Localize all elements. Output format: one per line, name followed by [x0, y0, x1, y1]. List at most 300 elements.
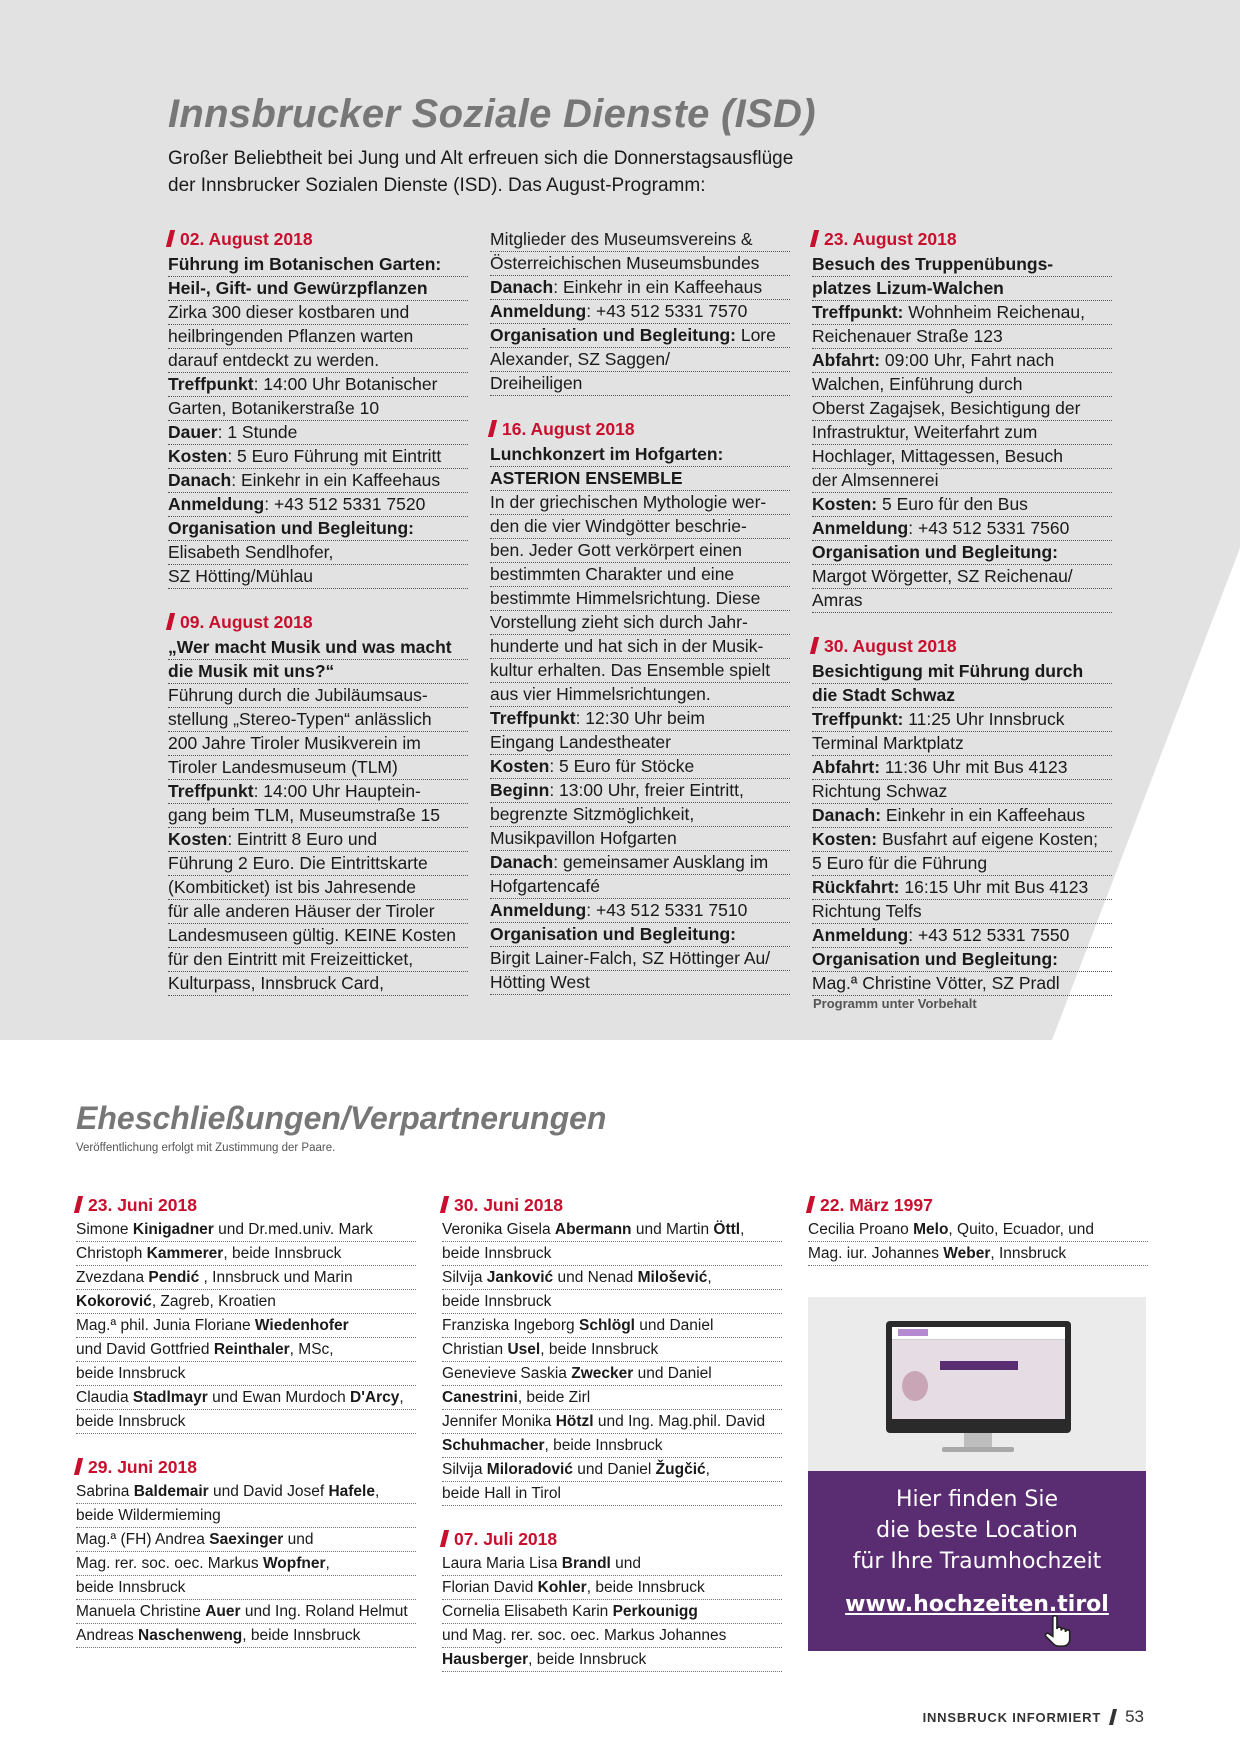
text: : 12:30 Uhr beim — [575, 708, 705, 728]
text-line — [76, 1290, 416, 1314]
text: , beide Innsbruck — [223, 1245, 342, 1262]
marriage-group — [76, 1194, 416, 1434]
text: und Dr.med.univ. Mark — [213, 1221, 373, 1238]
text: Cornelia Elisabeth Karin — [442, 1603, 613, 1620]
text-line — [76, 1338, 416, 1362]
text-line — [442, 1648, 782, 1672]
text-line — [76, 1552, 416, 1576]
text-line — [812, 397, 1112, 421]
text-line — [490, 635, 790, 659]
text: Führung 2 Euro. Die Eintrittskarte — [168, 853, 428, 873]
isd-intro-line: der Innsbrucker Sozialen Dienste (ISD). Das August-Programm: — [168, 175, 706, 196]
text-line — [76, 1410, 416, 1434]
text: Walchen, Einführung durch — [812, 374, 1023, 394]
text: und Ing. Mag.phil. David — [593, 1413, 766, 1430]
text-line — [490, 443, 790, 467]
text-line — [168, 421, 468, 445]
bold-text: Hausberger — [442, 1651, 529, 1668]
text: und Daniel — [633, 1365, 712, 1382]
bold-text: Hötzl — [555, 1413, 594, 1430]
text-line — [490, 755, 790, 779]
footer-divider — [1109, 1709, 1117, 1725]
text: aus vier Himmelsrichtungen. — [490, 684, 711, 704]
monitor-base — [942, 1447, 1014, 1452]
bold-text: Melo — [913, 1221, 949, 1238]
text-line — [168, 852, 468, 876]
isd-column-1 — [168, 228, 468, 1018]
text: kultur erhalten. Das Ensemble spielt — [490, 660, 771, 680]
text: : Einkehr in ein Kaffeehaus — [553, 277, 763, 297]
text-line — [490, 827, 790, 851]
text-line — [168, 565, 468, 589]
text-line — [812, 517, 1112, 541]
text-line — [168, 325, 468, 349]
text-line — [168, 780, 468, 804]
text-line — [442, 1624, 782, 1648]
text-line — [490, 971, 790, 995]
monitor-stand — [964, 1433, 992, 1447]
text: Mag. iur. Johannes — [808, 1245, 944, 1262]
text-line — [76, 1242, 416, 1266]
text: : +43 512 5331 7560 — [908, 518, 1070, 538]
text: und Daniel — [634, 1317, 714, 1334]
bold-text: Lunchkonzert im Hofgarten: — [490, 444, 724, 464]
date-text: 29. Juni 2018 — [88, 1457, 197, 1477]
bold-text: Danach: — [812, 805, 882, 825]
bold-text: Kosten — [490, 756, 550, 776]
bold-text: ASTERION ENSEMBLE — [490, 468, 683, 488]
text: Andreas — [76, 1627, 139, 1644]
date-heading — [76, 1456, 416, 1479]
text-line — [168, 301, 468, 325]
text: begrenzte Sitzmöglichkeit, — [490, 804, 695, 824]
bold-text: Besichtigung mit Führung durch — [812, 661, 1084, 681]
bold-text: Miloradović — [486, 1461, 573, 1478]
bold-text: Baldemair — [133, 1483, 209, 1500]
text: Silvija — [442, 1269, 487, 1286]
bold-text: Danach — [490, 852, 554, 872]
text-line — [76, 1624, 416, 1648]
text: Oberst Zagajsek, Besichtigung der — [812, 398, 1081, 418]
text-line — [168, 445, 468, 469]
text: : 1 Stunde — [217, 422, 298, 442]
text-line — [490, 228, 790, 252]
text: Christoph — [76, 1245, 147, 1262]
text-line — [168, 397, 468, 421]
accent-bar — [166, 230, 175, 247]
magazine-name: INNSBRUCK INFORMIERT — [922, 1710, 1102, 1725]
bold-text: Führung im Botanischen Garten: — [168, 254, 442, 274]
text: ben. Jeder Gott verkörpert einen — [490, 540, 742, 560]
date-text: 16. August 2018 — [502, 419, 635, 439]
text-line — [812, 804, 1112, 828]
bold-text: Milošević — [637, 1269, 708, 1286]
bold-text: Treffpunkt: — [812, 302, 904, 322]
bold-text: Brandl — [561, 1555, 611, 1572]
date-text: 07. Juli 2018 — [454, 1529, 558, 1549]
accent-bar — [810, 230, 819, 247]
date-text: 23. August 2018 — [824, 229, 957, 249]
text: Mag. rer. soc. oec. Markus — [76, 1555, 263, 1572]
bold-text: „Wer macht Musik und was macht — [168, 637, 452, 657]
text-line — [812, 373, 1112, 397]
accent-bar — [810, 637, 819, 654]
text-line — [812, 660, 1112, 684]
text-line — [442, 1482, 782, 1506]
isd-event — [812, 635, 1112, 996]
text: Infrastruktur, Weiterfahrt zum — [812, 422, 1038, 442]
text: Florian David — [442, 1579, 538, 1596]
bold-text: Organisation und Begleitung: — [490, 325, 736, 345]
text: , Zagreb, Kroatien — [151, 1293, 276, 1310]
text-line — [76, 1266, 416, 1290]
text: : +43 512 5331 7520 — [264, 494, 426, 514]
text-line — [812, 828, 1112, 852]
bold-text: platzes Lizum-Walchen — [812, 278, 1004, 298]
text: Claudia — [76, 1389, 133, 1406]
text-line — [168, 708, 468, 732]
text-line — [490, 539, 790, 563]
text-line — [168, 277, 468, 301]
text: Hofgartencafé — [490, 876, 600, 896]
text-line — [490, 276, 790, 300]
text-line — [490, 731, 790, 755]
text-line — [812, 253, 1112, 277]
text: 09:00 Uhr, Fahrt nach — [880, 350, 1055, 370]
text: heilbringenden Pflanzen warten — [168, 326, 414, 346]
text: Amras — [812, 590, 863, 610]
text-line — [442, 1434, 782, 1458]
text: 5 Euro für die Führung — [812, 853, 988, 873]
text: der Almsennerei — [812, 470, 939, 490]
text: : Einkehr in ein Kaffeehaus — [231, 470, 441, 490]
text-line — [490, 563, 790, 587]
bold-text: Anmeldung — [490, 301, 587, 321]
text: Veronika Gisela — [442, 1221, 555, 1238]
text-line — [490, 252, 790, 276]
bold-text: Organisation und Begleitung: — [168, 518, 414, 538]
bold-text: Schlögl — [579, 1317, 635, 1334]
text: und Ing. Roland Helmut — [240, 1603, 408, 1620]
monitor-icon — [886, 1321, 1071, 1433]
bold-text: Treffpunkt — [490, 708, 576, 728]
text-line — [490, 707, 790, 731]
text: beide Wildermieming — [76, 1507, 221, 1524]
text-line — [442, 1290, 782, 1314]
ad-headline-line: für Ihre Traumhochzeit — [852, 1549, 1102, 1574]
text: Busfahrt auf eigene Kosten; — [877, 829, 1098, 849]
text: : 13:00 Uhr, freier Eintritt, — [549, 780, 744, 800]
text: bestimmten Charakter und eine — [490, 564, 735, 584]
bold-text: Abfahrt: — [812, 757, 881, 777]
text: Franziska Ingeborg — [442, 1317, 579, 1334]
text: Manuela Christine — [76, 1603, 206, 1620]
text-line — [76, 1218, 416, 1242]
isd-section-title: Innsbrucker Soziale Dienste (ISD) — [168, 92, 816, 136]
date-text: 22. März 1997 — [820, 1195, 933, 1215]
text: Genevieve Saskia — [442, 1365, 572, 1382]
text-line — [812, 589, 1112, 613]
text: , Innsbruck — [990, 1245, 1067, 1262]
text-line — [490, 923, 790, 947]
bold-text: Žugčić — [655, 1461, 706, 1478]
bold-text: Kosten: — [812, 494, 878, 514]
text: Mag.ª Christine Vötter, SZ Pradl — [812, 973, 1060, 993]
text-line — [168, 373, 468, 397]
bold-text: Danach — [168, 470, 232, 490]
text: Mag.ª phil. Junia Floriane — [76, 1317, 255, 1334]
text-line — [168, 349, 468, 373]
text: Richtung Schwaz — [812, 781, 948, 801]
text: Landesmuseen gültig. KEINE Kosten — [168, 925, 456, 945]
text-line — [812, 541, 1112, 565]
marriages-column-3 — [808, 1194, 1148, 1288]
text-line — [812, 972, 1112, 996]
text-line — [812, 900, 1112, 924]
text: und Martin — [631, 1221, 714, 1238]
isd-event — [168, 611, 468, 996]
marriages-column-1 — [76, 1194, 416, 1670]
text: In der griechischen Mythologie wer- — [490, 492, 767, 512]
ad-headline-line: die beste Location — [876, 1518, 1078, 1543]
bold-text: die Stadt Schwaz — [812, 685, 955, 705]
bold-text: Perkounigg — [612, 1603, 698, 1620]
bold-text: Besuch des Truppenübungs- — [812, 254, 1054, 274]
text: 200 Jahre Tiroler Musikverein im — [168, 733, 421, 753]
text: beide Innsbruck — [76, 1579, 186, 1596]
text: Simone — [76, 1221, 133, 1238]
text-line — [808, 1218, 1148, 1242]
text: (Kombiticket) ist bis Jahresende — [168, 877, 417, 897]
text: darauf entdeckt zu werden. — [168, 350, 380, 370]
bold-text: Zwecker — [571, 1365, 634, 1382]
bold-text: Rückfahrt: — [812, 877, 900, 897]
text: für alle anderen Häuser der Tiroler — [168, 901, 435, 921]
text: und Nenad — [553, 1269, 638, 1286]
ad-url-link[interactable]: www.hochzeiten.tirol — [845, 1592, 1109, 1617]
text-line — [168, 541, 468, 565]
text: den die vier Windgötter beschrie- — [490, 516, 747, 536]
page-footer — [923, 1707, 1144, 1727]
text-line — [76, 1504, 416, 1528]
text: , — [707, 1269, 712, 1286]
text: : 5 Euro für Stöcke — [549, 756, 695, 776]
isd-event — [490, 228, 790, 396]
text-line — [168, 517, 468, 541]
text: Alexander, SZ Saggen/ — [490, 349, 670, 369]
text: Cecilia Proano — [808, 1221, 914, 1238]
bold-text: Auer — [205, 1603, 241, 1620]
text-line — [812, 876, 1112, 900]
bold-text: Wiedenhofer — [254, 1317, 349, 1334]
text-line — [490, 587, 790, 611]
text: SZ Hötting/Mühlau — [168, 566, 313, 586]
date-heading — [812, 635, 1112, 658]
text: : gemeinsamer Ausklang im — [553, 852, 769, 872]
text-line — [442, 1458, 782, 1482]
text-line — [168, 828, 468, 852]
text-line — [168, 253, 468, 277]
date-text: 30. Juni 2018 — [454, 1195, 563, 1215]
text-line — [812, 349, 1112, 373]
text-line — [812, 301, 1112, 325]
text: beide Innsbruck — [76, 1365, 186, 1382]
bold-text: Kammerer — [146, 1245, 224, 1262]
text: Musikpavillon Hofgarten — [490, 828, 677, 848]
text-line — [490, 372, 790, 396]
text-line — [812, 325, 1112, 349]
text: Elisabeth Sendlhofer, — [168, 542, 334, 562]
text-line — [490, 683, 790, 707]
text-line — [812, 708, 1112, 732]
hand-pointer-icon — [1040, 1615, 1074, 1649]
date-text: 23. Juni 2018 — [88, 1195, 197, 1215]
isd-column-3 — [812, 228, 1112, 1018]
text-line — [490, 611, 790, 635]
text: gang beim TLM, Museumstraße 15 — [168, 805, 441, 825]
text: : 14:00 Uhr Botanischer — [253, 374, 438, 394]
text-line — [812, 445, 1112, 469]
text: , — [374, 1483, 380, 1500]
text: , Innsbruck und Marin — [199, 1269, 353, 1286]
marriage-group — [442, 1528, 782, 1672]
text-line — [490, 515, 790, 539]
text: Margot Wörgetter, SZ Reichenau/ — [812, 566, 1073, 586]
bold-text: Schuhmacher — [442, 1437, 545, 1454]
text: beide Innsbruck — [442, 1293, 552, 1310]
bold-text: Reinthaler — [213, 1341, 290, 1358]
bold-text: Hafele — [328, 1483, 375, 1500]
text: : 14:00 Uhr Hauptein- — [253, 781, 421, 801]
text: 16:15 Uhr mit Bus 4123 — [899, 877, 1089, 897]
accent-bar — [166, 613, 175, 630]
text-line — [168, 756, 468, 780]
text: bestimmte Himmelsrichtung. Diese — [490, 588, 761, 608]
text-line — [812, 924, 1112, 948]
text-line — [442, 1600, 782, 1624]
ad-headline — [808, 1484, 1146, 1577]
accent-bar — [488, 420, 497, 437]
text-line — [168, 493, 468, 517]
text-line — [442, 1552, 782, 1576]
date-heading — [442, 1528, 782, 1551]
text-line — [490, 659, 790, 683]
text-line — [490, 947, 790, 971]
date-heading — [168, 228, 468, 251]
text-line — [168, 804, 468, 828]
text: Eingang Landestheater — [490, 732, 671, 752]
text: , — [705, 1461, 710, 1478]
bold-text: Öttl — [713, 1221, 741, 1238]
bold-text: Abermann — [554, 1221, 632, 1238]
text: Zirka 300 dieser kostbaren und — [168, 302, 410, 322]
bold-text: Usel — [507, 1341, 541, 1358]
bold-text: Dauer — [168, 422, 218, 442]
bold-text: Stadlmayr — [132, 1389, 208, 1406]
text: , beide Innsbruck — [540, 1341, 659, 1358]
text: 5 Euro für den Bus — [877, 494, 1028, 514]
text: , — [325, 1555, 330, 1572]
website-screenshot — [892, 1327, 1065, 1419]
text-line — [490, 779, 790, 803]
text-line — [812, 493, 1112, 517]
text: und David Gottfried — [76, 1341, 214, 1358]
text: beide Innsbruck — [442, 1245, 552, 1262]
text: : +43 512 5331 7510 — [586, 900, 748, 920]
bold-text: Canestrini — [442, 1389, 518, 1406]
text: Jennifer Monika — [442, 1413, 556, 1430]
date-heading — [812, 228, 1112, 251]
text-line — [812, 732, 1112, 756]
text-line — [812, 469, 1112, 493]
text-line — [168, 900, 468, 924]
bold-text: Janković — [486, 1269, 554, 1286]
text: Einkehr in ein Kaffeehaus — [881, 805, 1086, 825]
text: und Daniel — [572, 1461, 656, 1478]
marriages-subtitle: Veröffentlichung erfolgt mit Zustimmung der Paare. — [76, 1142, 336, 1154]
marriage-group — [808, 1194, 1148, 1266]
accent-bar — [440, 1530, 449, 1547]
text-line — [490, 491, 790, 515]
text: Wohnheim Reichenau, — [903, 302, 1085, 322]
date-heading — [442, 1194, 782, 1217]
isd-event — [168, 228, 468, 589]
text-line — [808, 1242, 1148, 1266]
date-text: 09. August 2018 — [180, 612, 313, 632]
text: Silvija — [442, 1461, 487, 1478]
text: , beide Innsbruck — [586, 1579, 705, 1596]
bold-text: Naschenweng — [138, 1627, 243, 1644]
text-line — [490, 348, 790, 372]
text-line — [812, 852, 1112, 876]
text: und — [610, 1555, 642, 1572]
text-line — [812, 780, 1112, 804]
text-line — [76, 1362, 416, 1386]
date-heading — [168, 611, 468, 634]
bold-text: Kosten — [168, 446, 228, 466]
text: , beide Innsbruck — [242, 1627, 361, 1644]
text-line — [168, 876, 468, 900]
text: Birgit Lainer-Falch, SZ Höttinger Au/ — [490, 948, 771, 968]
text: : Eintritt 8 Euro und — [227, 829, 378, 849]
text-line — [812, 565, 1112, 589]
text-line — [442, 1386, 782, 1410]
text: , beide Zirl — [517, 1389, 591, 1406]
wedding-location-ad[interactable] — [808, 1297, 1146, 1651]
date-text: 30. August 2018 — [824, 636, 957, 656]
text-line — [812, 421, 1112, 445]
date-heading — [808, 1194, 1148, 1217]
bold-text: Heil-, Gift- und Gewürzpflanzen — [168, 278, 428, 298]
marriage-group — [76, 1456, 416, 1648]
isd-event — [812, 228, 1112, 613]
bold-text: Pendić — [148, 1269, 200, 1286]
bold-text: Treffpunkt — [168, 374, 254, 394]
bold-text: Weber — [943, 1245, 991, 1262]
text-line — [442, 1576, 782, 1600]
program-disclaimer: Programm unter Vorbehalt — [813, 996, 977, 1011]
bold-text: Abfahrt: — [812, 350, 881, 370]
text: , MSc, — [289, 1341, 334, 1358]
bold-text: Kokorović — [76, 1293, 152, 1310]
ad-headline-line: Hier finden Sie — [895, 1487, 1059, 1512]
bold-text: Saexinger — [209, 1531, 284, 1548]
text-line — [76, 1480, 416, 1504]
bold-text: Beginn — [490, 780, 550, 800]
text: Österreichischen Museumsbundes — [490, 253, 760, 273]
text-line — [76, 1314, 416, 1338]
text-line — [490, 803, 790, 827]
